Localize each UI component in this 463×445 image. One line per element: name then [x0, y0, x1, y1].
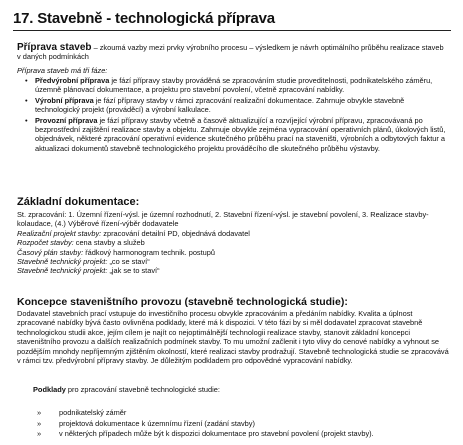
list-item-text: je fází přípravy stavby včetně a časově aktualizující a rozvíjející výrobní přípravu, zpracovávaná po bezprostřední zajištění realizace stavby a objektu. Zahrnuje obvykle zejména vypracování operativních plánů, úkolových listů, objednávek, některé zpracování operativní evidence skutečného průběhu prací na staveništi, výrobních a odbytových faktur a aktualizaci dokumentů stavebně technologického projektu prováděcího dle skutečného průběhu výstavby.	[35, 115, 446, 153]
list-item-text: je fází přípravy stavby v rámci zpracování realizační dokumentace. Zahrnuje obvykle stavebně technologický projekt (prováděcí) a výrobní kalkulace.	[35, 95, 405, 115]
title-underline	[13, 30, 451, 31]
list-item-label: Provozní příprava	[35, 115, 98, 125]
section-1-heading: Příprava staveb	[17, 42, 92, 53]
bullet-icon: •	[25, 95, 28, 105]
doc-line-text: cena stavby a služeb	[73, 238, 145, 248]
list-item	[37, 429, 447, 440]
section-1-list	[17, 76, 449, 154]
section-1-subhead: Příprava staveb má tři fáze:	[17, 66, 108, 75]
list-item	[17, 96, 449, 115]
doc-line-label: Rozpočet stavby:	[17, 238, 74, 248]
list-item	[37, 419, 447, 430]
list-item-label: Výrobní příprava	[35, 95, 94, 105]
section-1-intro	[17, 43, 449, 62]
doc-line	[17, 229, 449, 238]
doc-line-label: Časový plán stavby:	[17, 247, 84, 257]
doc-line-text: „co se staví“	[107, 257, 150, 267]
list-item-text: v některých případech může být k dispozici dokumentace pro stavební povolení (projekt stavby).	[59, 429, 374, 438]
section-2-body	[17, 210, 449, 276]
double-chevron-right-icon: »	[37, 408, 42, 417]
list-item-text: podnikatelský záměr	[59, 408, 127, 417]
bullet-icon: •	[25, 115, 28, 125]
section-1-intro-text: – zkoumá vazby mezi prvky výrobního procesu – výsledkem je návrh optimálního průběhu realizace staveb v daných podmínkách	[17, 43, 444, 62]
list-item-text: je fází přípravy stavby prováděná se zpracováním studie proveditelnosti, podnikatelského záměru, územně plánovací dokumentace, a projektu pro stavební povolení, včetně zpracování nabídky.	[35, 76, 433, 95]
doc-line-text: řádkový harmonogram technik. postupů	[83, 247, 216, 257]
doc-line-label: Stavebně technický projekt:	[17, 257, 108, 267]
list-item-text: projektová dokumentace k územnímu řízení (zadání stavby)	[59, 418, 255, 428]
doc-line	[17, 266, 449, 275]
podklady-list	[37, 408, 447, 440]
section-3-paragraph: Dodavatel stavebních prací vstupuje do investičního procesu obvykle zpracováním a předáním nabídky. Kvalita a úplnost zpracované nabídky bývá často ovlivněna podklady, které má k dispozici. V této fázi by si měl dodavatel zpracovat stavebně technologickou studii akce, jejím cílem je najít co nejoptimálnější technologii realizace stavby, stanovit základní koncepci staveništního provozu a dalších realizačních podmínek stavby. To mu umožní začlenit i tyto vlivy do cenové nabídky a vyhnout se pozdějším mnohdy nepříjemným zjištěním okolností, které realizaci stavby prodražují. Stavebně technologická studie se zpracovává v rámci tzv. předvýrobní přípravy stavby. Je důležitým podkladem pro odpovědné vypracování nabídky.	[17, 309, 449, 366]
section-2-heading: Základní dokumentace:	[17, 196, 140, 208]
double-chevron-right-icon: »	[37, 418, 42, 428]
bullet-icon: •	[25, 76, 28, 85]
doc-line-text: zpracování detailní PD, objednává dodavatel	[101, 228, 250, 238]
doc-line-label: St. zpracování:	[17, 210, 67, 219]
doc-line	[17, 248, 449, 257]
list-item	[37, 408, 447, 419]
doc-line-label: Realizační projekt stavby:	[17, 228, 102, 238]
section-3-heading: Koncepce staveništního provozu (stavebně technologická studie):	[17, 296, 348, 308]
doc-line-text: „jak se to staví“	[107, 266, 160, 276]
doc-line	[17, 238, 449, 247]
list-item	[17, 76, 449, 95]
doc-line	[17, 210, 449, 229]
podklady-label: Podklady	[33, 385, 66, 394]
podklady-line	[33, 385, 443, 394]
page-title: 17. Stavebně - technologická příprava	[13, 10, 275, 27]
doc-line	[17, 257, 449, 266]
podklady-text: pro zpracování stavebně technologické studie:	[65, 385, 220, 394]
doc-line-label: Stavebně technický projekt:	[17, 266, 108, 276]
list-item-label: Předvýrobní příprava	[35, 76, 110, 85]
list-item	[17, 116, 449, 154]
double-chevron-right-icon: »	[37, 429, 42, 438]
doc-line-text: 1. Územní řízení-výsl. je územní rozhodnutí, 2. Stavební řízení-výsl. je stavební povolení, 3. Realizace stavby-kolaudace, (4.) Výběrové řízení-výběr dodavatele	[17, 210, 429, 229]
